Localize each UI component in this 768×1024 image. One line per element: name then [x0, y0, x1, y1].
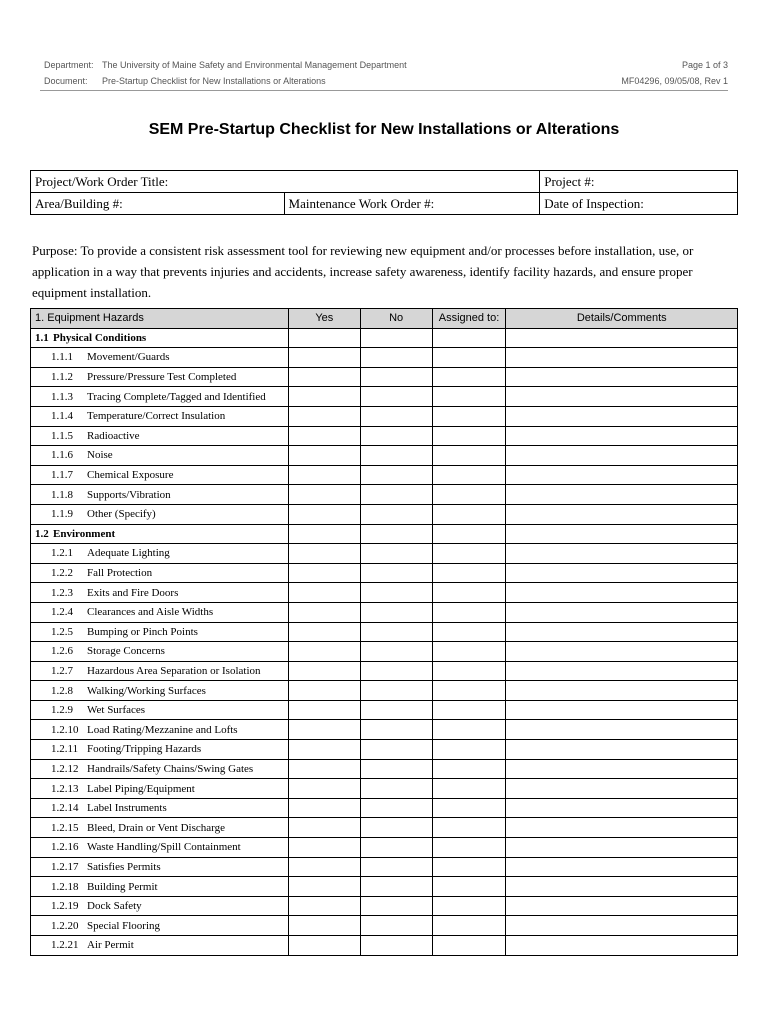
checklist-item: [31, 681, 289, 701]
item-number: 1.2.6: [51, 645, 73, 658]
checklist-item: [31, 544, 289, 564]
checklist-item-row: [31, 406, 738, 426]
item-number: 1.2.20: [51, 919, 79, 932]
checklist-item-row: [31, 426, 738, 446]
no-checkbox-cell[interactable]: [360, 681, 432, 701]
checklist-item: [31, 936, 289, 956]
checklist-item-row: [31, 642, 738, 662]
checklist-item: [31, 740, 289, 760]
assigned-to-cell[interactable]: [432, 661, 506, 681]
yes-checkbox-cell[interactable]: [288, 720, 360, 740]
comments-cell[interactable]: [506, 328, 738, 348]
item-number: 1.2.14: [51, 802, 79, 815]
item-label: Bumping or Pinch Points: [87, 625, 198, 638]
checklist-item: [31, 426, 289, 446]
item-number: 1.1.5: [51, 429, 73, 442]
item-number: 1.2.17: [51, 860, 79, 873]
comments-cell[interactable]: [506, 465, 738, 485]
no-checkbox-cell[interactable]: [360, 818, 432, 838]
no-checkbox-cell[interactable]: [360, 348, 432, 368]
checklist-item: [31, 465, 289, 485]
comments-cell[interactable]: [506, 720, 738, 740]
yes-header: Yes: [288, 309, 360, 329]
item-label: Bleed, Drain or Vent Discharge: [87, 821, 225, 834]
assigned-to-cell[interactable]: [432, 838, 506, 858]
item-label: Load Rating/Mezzanine and Lofts: [87, 723, 238, 736]
assigned-to-cell[interactable]: [432, 798, 506, 818]
no-checkbox-cell[interactable]: [360, 661, 432, 681]
yes-checkbox-cell[interactable]: [288, 622, 360, 642]
comments-cell[interactable]: [506, 583, 738, 603]
comments-cell[interactable]: [506, 387, 738, 407]
item-label: Label Piping/Equipment: [87, 782, 195, 795]
item-label: Hazardous Area Separation or Isolation: [87, 664, 261, 677]
no-checkbox-cell[interactable]: [360, 779, 432, 799]
comments-cell[interactable]: [506, 524, 738, 544]
checklist-item-row: [31, 857, 738, 877]
assigned-to-cell[interactable]: [432, 818, 506, 838]
item-label: Dock Safety: [87, 900, 142, 913]
yes-checkbox-cell[interactable]: [288, 446, 360, 466]
item-number: 1.2.16: [51, 841, 79, 854]
document-value: Pre-Startup Checklist for New Installations or Alterations: [102, 76, 326, 86]
assigned-to-cell[interactable]: [432, 544, 506, 564]
item-label: Air Permit: [87, 939, 134, 952]
area-building-field[interactable]: Area/Building #:: [31, 193, 285, 215]
no-checkbox-cell[interactable]: [360, 622, 432, 642]
yes-checkbox-cell[interactable]: [288, 896, 360, 916]
comments-cell[interactable]: [506, 367, 738, 387]
checklist-item: [31, 446, 289, 466]
item-number: 1.2.2: [51, 567, 73, 580]
comments-cell[interactable]: [506, 602, 738, 622]
checklist-item-row: [31, 485, 738, 505]
assigned-to-cell[interactable]: [432, 700, 506, 720]
yes-checkbox-cell[interactable]: [288, 798, 360, 818]
section-title: [31, 328, 289, 348]
item-number: 1.1.3: [51, 390, 73, 403]
item-number: 1.2.7: [51, 664, 73, 677]
checklist-item: [31, 916, 289, 936]
no-checkbox-cell[interactable]: [360, 583, 432, 603]
item-label: Label Instruments: [87, 802, 167, 815]
checklist-item: [31, 406, 289, 426]
assigned-to-cell[interactable]: [432, 642, 506, 662]
section-number: 1.2: [35, 527, 49, 540]
item-number: 1.1.7: [51, 469, 73, 482]
comments-cell[interactable]: [506, 563, 738, 583]
yes-checkbox-cell[interactable]: [288, 602, 360, 622]
assigned-to-cell[interactable]: [432, 504, 506, 524]
assigned-to-cell[interactable]: [432, 877, 506, 897]
item-label: Building Permit: [87, 880, 158, 893]
item-number: 1.2.9: [51, 704, 73, 717]
section-title: [31, 524, 289, 544]
page-title: SEM Pre-Startup Checklist for New Installations or Alterations: [148, 121, 620, 138]
item-label: Special Flooring: [87, 919, 161, 932]
yes-checkbox-cell[interactable]: [288, 936, 360, 956]
assigned-to-cell[interactable]: [432, 387, 506, 407]
item-label: Storage Concerns: [87, 645, 165, 658]
item-label: Other (Specify): [87, 508, 156, 521]
item-label: Movement/Guards: [87, 351, 170, 364]
no-checkbox-cell[interactable]: [360, 936, 432, 956]
yes-checkbox-cell[interactable]: [288, 857, 360, 877]
comments-cell[interactable]: [506, 779, 738, 799]
section-number: 1.1: [35, 331, 49, 344]
comments-cell[interactable]: [506, 896, 738, 916]
assigned-to-cell[interactable]: [432, 779, 506, 799]
checklist-item-row: [31, 838, 738, 858]
inspection-date-field[interactable]: Date of Inspection:: [540, 193, 738, 215]
item-label: Chemical Exposure: [87, 469, 174, 482]
no-checkbox-cell[interactable]: [360, 838, 432, 858]
yes-checkbox-cell[interactable]: [288, 740, 360, 760]
no-checkbox-cell[interactable]: [360, 916, 432, 936]
yes-checkbox-cell[interactable]: [288, 406, 360, 426]
no-checkbox-cell[interactable]: [360, 877, 432, 897]
assigned-to-cell[interactable]: [432, 426, 506, 446]
details-comments-header: Details/Comments: [506, 309, 738, 329]
assigned-to-cell[interactable]: [432, 563, 506, 583]
checklist-item: [31, 504, 289, 524]
comments-cell[interactable]: [506, 661, 738, 681]
item-number: 1.1.4: [51, 410, 73, 423]
item-number: 1.2.1: [51, 547, 73, 560]
checklist-item-row: [31, 936, 738, 956]
checklist-item: [31, 700, 289, 720]
assigned-to-cell[interactable]: [432, 348, 506, 368]
comments-cell[interactable]: [506, 838, 738, 858]
item-number: 1.2.8: [51, 684, 73, 697]
checklist-item-row: [31, 465, 738, 485]
assigned-to-cell[interactable]: [432, 328, 506, 348]
yes-checkbox-cell[interactable]: [288, 524, 360, 544]
assigned-to-cell[interactable]: [432, 759, 506, 779]
yes-checkbox-cell[interactable]: [288, 348, 360, 368]
yes-checkbox-cell[interactable]: [288, 661, 360, 681]
checklist-item: [31, 348, 289, 368]
checklist-item-row: [31, 387, 738, 407]
assigned-to-cell[interactable]: [432, 406, 506, 426]
comments-cell[interactable]: [506, 642, 738, 662]
department-value: The University of Maine Safety and Environmental Management Department: [102, 60, 407, 70]
item-number: 1.2.3: [51, 586, 73, 599]
checklist-item: [31, 563, 289, 583]
checklist-item-row: [31, 544, 738, 564]
checklist-item: [31, 838, 289, 858]
no-checkbox-cell[interactable]: [360, 504, 432, 524]
no-checkbox-cell[interactable]: [360, 642, 432, 662]
item-number: 1.2.5: [51, 625, 73, 638]
checklist-item: [31, 759, 289, 779]
comments-cell[interactable]: [506, 485, 738, 505]
page-number: Page 1 of 3: [681, 60, 728, 70]
item-number: 1.2.18: [51, 880, 79, 893]
comments-cell[interactable]: [506, 504, 738, 524]
yes-checkbox-cell[interactable]: [288, 877, 360, 897]
item-number: 1.1.1: [51, 351, 73, 364]
checklist-header-row: [31, 309, 738, 329]
no-checkbox-cell[interactable]: [360, 387, 432, 407]
comments-cell[interactable]: [506, 700, 738, 720]
item-number: 1.1.9: [51, 508, 73, 521]
item-label: Temperature/Correct Insulation: [87, 410, 226, 423]
assigned-to-cell[interactable]: [432, 602, 506, 622]
section-row: [31, 524, 738, 544]
comments-cell[interactable]: [506, 348, 738, 368]
checklist-item-row: [31, 916, 738, 936]
checklist-item-row: [31, 563, 738, 583]
comments-cell[interactable]: [506, 818, 738, 838]
item-label: Exits and Fire Doors: [87, 586, 179, 599]
no-checkbox-cell[interactable]: [360, 759, 432, 779]
yes-checkbox-cell[interactable]: [288, 485, 360, 505]
no-checkbox-cell[interactable]: [360, 740, 432, 760]
document-id: MF04296, 09/05/08, Rev 1: [621, 76, 728, 86]
assigned-to-cell[interactable]: [432, 857, 506, 877]
checklist-item: [31, 642, 289, 662]
assigned-to-cell[interactable]: [432, 583, 506, 603]
checklist-item: [31, 485, 289, 505]
no-checkbox-cell[interactable]: [360, 367, 432, 387]
yes-checkbox-cell[interactable]: [288, 838, 360, 858]
section-label: Environment: [53, 527, 116, 540]
yes-checkbox-cell[interactable]: [288, 367, 360, 387]
item-label: Clearances and Aisle Widths: [87, 606, 214, 619]
assigned-to-cell[interactable]: [432, 896, 506, 916]
item-label: Satisfies Permits: [87, 860, 161, 873]
assigned-to-cell[interactable]: [432, 622, 506, 642]
no-checkbox-cell[interactable]: [360, 720, 432, 740]
checklist-item-row: [31, 602, 738, 622]
no-checkbox-cell[interactable]: [360, 544, 432, 564]
checklist-item-row: [31, 622, 738, 642]
checklist-item-row: [31, 583, 738, 603]
no-header: No: [360, 309, 432, 329]
checklist-item-row: [31, 740, 738, 760]
section-label: Physical Conditions: [53, 331, 147, 344]
checklist-item-row: [31, 504, 738, 524]
comments-cell[interactable]: [506, 936, 738, 956]
yes-checkbox-cell[interactable]: [288, 642, 360, 662]
checklist-item: [31, 387, 289, 407]
no-checkbox-cell[interactable]: [360, 700, 432, 720]
purpose-statement: Purpose: To provide a consistent risk assessment tool for reviewing new equipment and/or processes before installation, use, or application in a way that prevents injuries and accidents, increase safety awareness, identify facility hazards, and ensure proper equipment installation.: [32, 243, 694, 300]
project-number-field[interactable]: Project #:: [540, 171, 738, 193]
yes-checkbox-cell[interactable]: [288, 681, 360, 701]
item-label: Radioactive: [87, 429, 140, 442]
comments-cell[interactable]: [506, 740, 738, 760]
no-checkbox-cell[interactable]: [360, 602, 432, 622]
item-number: 1.2.12: [51, 762, 79, 775]
comments-cell[interactable]: [506, 446, 738, 466]
assigned-to-cell[interactable]: [432, 524, 506, 544]
comments-cell[interactable]: [506, 857, 738, 877]
checklist-item: [31, 622, 289, 642]
item-label: Tracing Complete/Tagged and Identified: [87, 390, 266, 403]
checklist-item-row: [31, 367, 738, 387]
item-label: Walking/Working Surfaces: [87, 684, 206, 697]
comments-cell[interactable]: [506, 798, 738, 818]
assigned-to-header: Assigned to:: [432, 309, 506, 329]
yes-checkbox-cell[interactable]: [288, 759, 360, 779]
item-label: Waste Handling/Spill Containment: [87, 841, 241, 854]
yes-checkbox-cell[interactable]: [288, 916, 360, 936]
comments-cell[interactable]: [506, 759, 738, 779]
checklist-item-row: [31, 759, 738, 779]
no-checkbox-cell[interactable]: [360, 563, 432, 583]
assigned-to-cell[interactable]: [432, 740, 506, 760]
no-checkbox-cell[interactable]: [360, 896, 432, 916]
no-checkbox-cell[interactable]: [360, 524, 432, 544]
item-number: 1.2.13: [51, 782, 79, 795]
checklist-item: [31, 857, 289, 877]
checklist-item-row: [31, 446, 738, 466]
checklist-item: [31, 877, 289, 897]
item-label: Pressure/Pressure Test Completed: [87, 371, 237, 384]
checklist-item: [31, 661, 289, 681]
item-number: 1.2.10: [51, 723, 79, 736]
yes-checkbox-cell[interactable]: [288, 544, 360, 564]
comments-cell[interactable]: [506, 426, 738, 446]
comments-cell[interactable]: [506, 877, 738, 897]
assigned-to-cell[interactable]: [432, 936, 506, 956]
comments-cell[interactable]: [506, 681, 738, 701]
assigned-to-cell[interactable]: [432, 916, 506, 936]
item-label: Supports/Vibration: [87, 488, 171, 501]
section-row: [31, 328, 738, 348]
header-divider: [40, 90, 728, 91]
document-label: Document:: [44, 76, 88, 86]
checklist-item-row: [31, 661, 738, 681]
project-info-table: [30, 170, 738, 215]
no-checkbox-cell[interactable]: [360, 406, 432, 426]
item-number: 1.1.2: [51, 371, 73, 384]
yes-checkbox-cell[interactable]: [288, 328, 360, 348]
comments-cell[interactable]: [506, 622, 738, 642]
checklist-item: [31, 818, 289, 838]
yes-checkbox-cell[interactable]: [288, 818, 360, 838]
maintenance-work-order-field[interactable]: Maintenance Work Order #:: [284, 193, 540, 215]
assigned-to-cell[interactable]: [432, 681, 506, 701]
yes-checkbox-cell[interactable]: [288, 700, 360, 720]
item-label: Footing/Tripping Hazards: [87, 743, 202, 756]
assigned-to-cell[interactable]: [432, 367, 506, 387]
yes-checkbox-cell[interactable]: [288, 563, 360, 583]
item-label: Handrails/Safety Chains/Swing Gates: [87, 762, 254, 775]
checklist-item-row: [31, 818, 738, 838]
yes-checkbox-cell[interactable]: [288, 583, 360, 603]
yes-checkbox-cell[interactable]: [288, 504, 360, 524]
item-number: 1.2.15: [51, 821, 79, 834]
item-number: 1.2.11: [51, 743, 79, 756]
yes-checkbox-cell[interactable]: [288, 779, 360, 799]
item-label: Wet Surfaces: [87, 704, 146, 717]
item-number: 1.1.6: [51, 449, 73, 462]
no-checkbox-cell[interactable]: [360, 328, 432, 348]
no-checkbox-cell[interactable]: [360, 446, 432, 466]
item-number: 1.2.21: [51, 939, 79, 952]
no-checkbox-cell[interactable]: [360, 857, 432, 877]
checklist-item-row: [31, 720, 738, 740]
checklist-item-row: [31, 877, 738, 897]
item-label: Noise: [87, 449, 113, 462]
item-number: 1.1.8: [51, 488, 73, 501]
checklist-item-row: [31, 896, 738, 916]
checklist-item: [31, 720, 289, 740]
checklist-item-row: [31, 700, 738, 720]
item-label: Adequate Lighting: [87, 547, 170, 560]
no-checkbox-cell[interactable]: [360, 465, 432, 485]
assigned-to-cell[interactable]: [432, 465, 506, 485]
checklist-item: [31, 798, 289, 818]
item-number: 1.2.4: [51, 606, 73, 619]
department-label: Department:: [44, 60, 94, 70]
checklist-item-row: [31, 798, 738, 818]
project-title-field[interactable]: Project/Work Order Title:: [31, 171, 540, 193]
comments-cell[interactable]: [506, 544, 738, 564]
item-number: 1.2.19: [51, 900, 79, 913]
comments-cell[interactable]: [506, 406, 738, 426]
assigned-to-cell[interactable]: [432, 720, 506, 740]
yes-checkbox-cell[interactable]: [288, 426, 360, 446]
checklist-item: [31, 367, 289, 387]
yes-checkbox-cell[interactable]: [288, 465, 360, 485]
no-checkbox-cell[interactable]: [360, 798, 432, 818]
yes-checkbox-cell[interactable]: [288, 387, 360, 407]
no-checkbox-cell[interactable]: [360, 485, 432, 505]
equipment-hazards-header: 1. Equipment Hazards: [31, 309, 289, 329]
checklist-item: [31, 583, 289, 603]
checklist-item-row: [31, 681, 738, 701]
comments-cell[interactable]: [506, 916, 738, 936]
checklist-item: [31, 779, 289, 799]
checklist-item-row: [31, 779, 738, 799]
assigned-to-cell[interactable]: [432, 446, 506, 466]
checklist-item-row: [31, 348, 738, 368]
checklist-table: [30, 308, 738, 956]
checklist-item: [31, 896, 289, 916]
item-label: Fall Protection: [87, 567, 153, 580]
no-checkbox-cell[interactable]: [360, 426, 432, 446]
checklist-item: [31, 602, 289, 622]
assigned-to-cell[interactable]: [432, 485, 506, 505]
